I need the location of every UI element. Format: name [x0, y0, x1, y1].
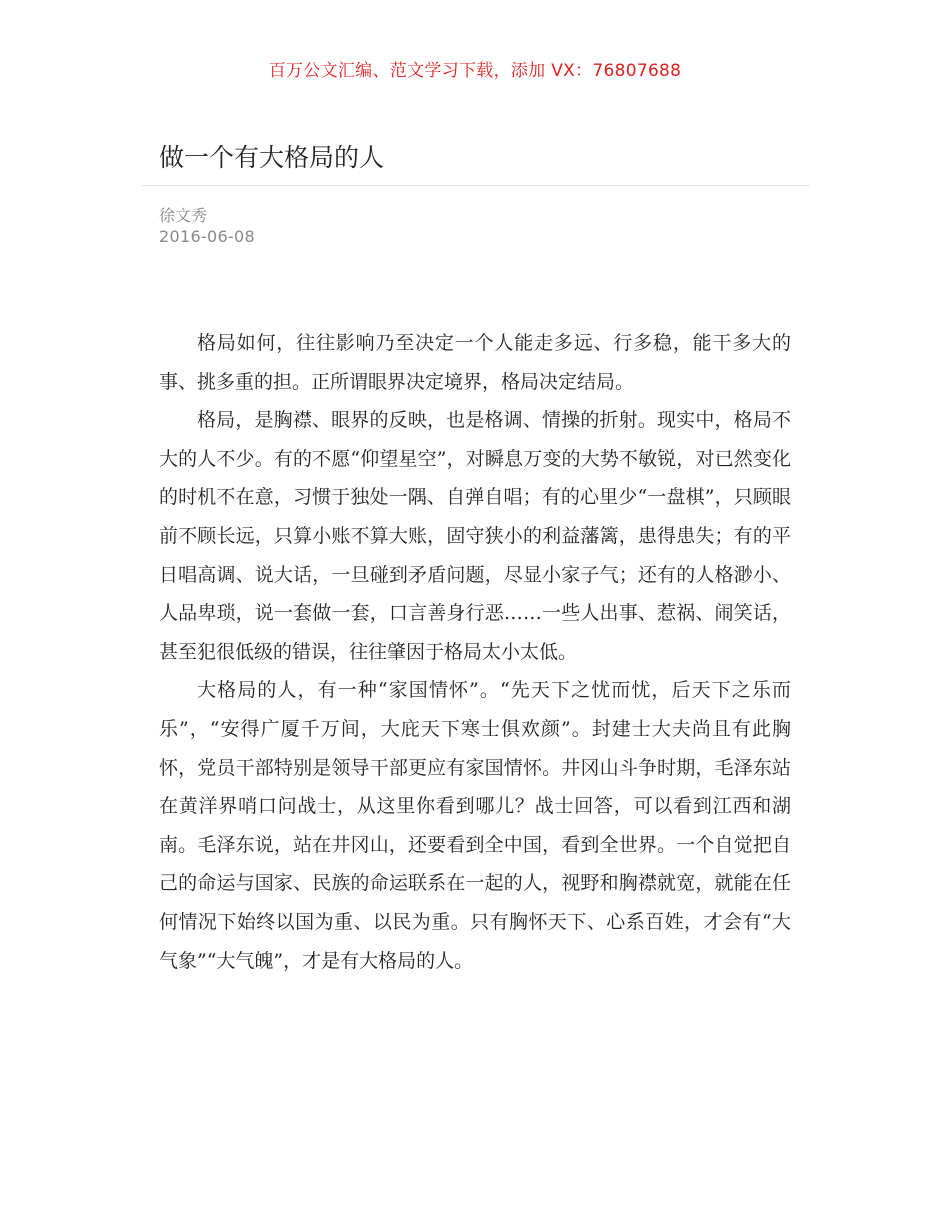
paragraph-2: 格局，是胸襟、眼界的反映，也是格调、情操的折射。现实中，格局不大的人不少。有的不愿“仰望星空”，对瞬息万变的大势不敏锐，对已然变化的时机不在意，习惯于独处一隅、自弹自唱；有的心里少“一盘棋”，只顾眼前不顾长远，只算小账不算大账，固守狭小的利益藩篱，患得患失；有的平日唱高调、说大话，一旦碰到矛盾问题，尽显小家子气；还有的人格渺小、人品卑琐，说一套做一套，口言善身行恶……一些人出事、惹祸、闹笑话，甚至犯很低级的错误，往往肇因于格局太小太低。 — [159, 409, 791, 663]
article-title: 做一个有大格局的人 — [159, 143, 385, 172]
promo-banner: 百万公文汇编、范文学习下载，添加 VX：76807688 — [268, 61, 682, 81]
paragraph-3: 大格局的人，有一种“家国情怀”。“先天下之忧而忧，后天下之乐而乐”，“安得广厦千万间，大庇天下寒士俱欢颜”。封建士大夫尚且有此胸怀，党员干部特别是领导干部更应有家国情怀。井冈山斗争时期，毛泽东站在黄洋界哨口问战士，从这里你看到哪儿？战士回答，可以看到江西和湖南。毛泽东说，站在井冈山，还要看到全中国，看到全世界。一个自觉把自己的命运与国家、民族的命运联系在一起的人，视野和胸襟就宽，就能在任何情况下始终以国为重、以民为重。只有胸怀天下、心系百姓，才会有“大气象”“大气魄”，才是有大格局的人。 — [159, 679, 791, 972]
title-divider — [140, 185, 810, 186]
article-body — [159, 324, 791, 980]
article-date: 2016-06-08 — [159, 227, 255, 246]
paragraph-1: 格局如何，往往影响乃至决定一个人能走多远、行多稳，能干多大的事、挑多重的担。正所谓眼界决定境界，格局决定结局。 — [159, 332, 791, 393]
article-author: 徐文秀 — [159, 206, 208, 225]
